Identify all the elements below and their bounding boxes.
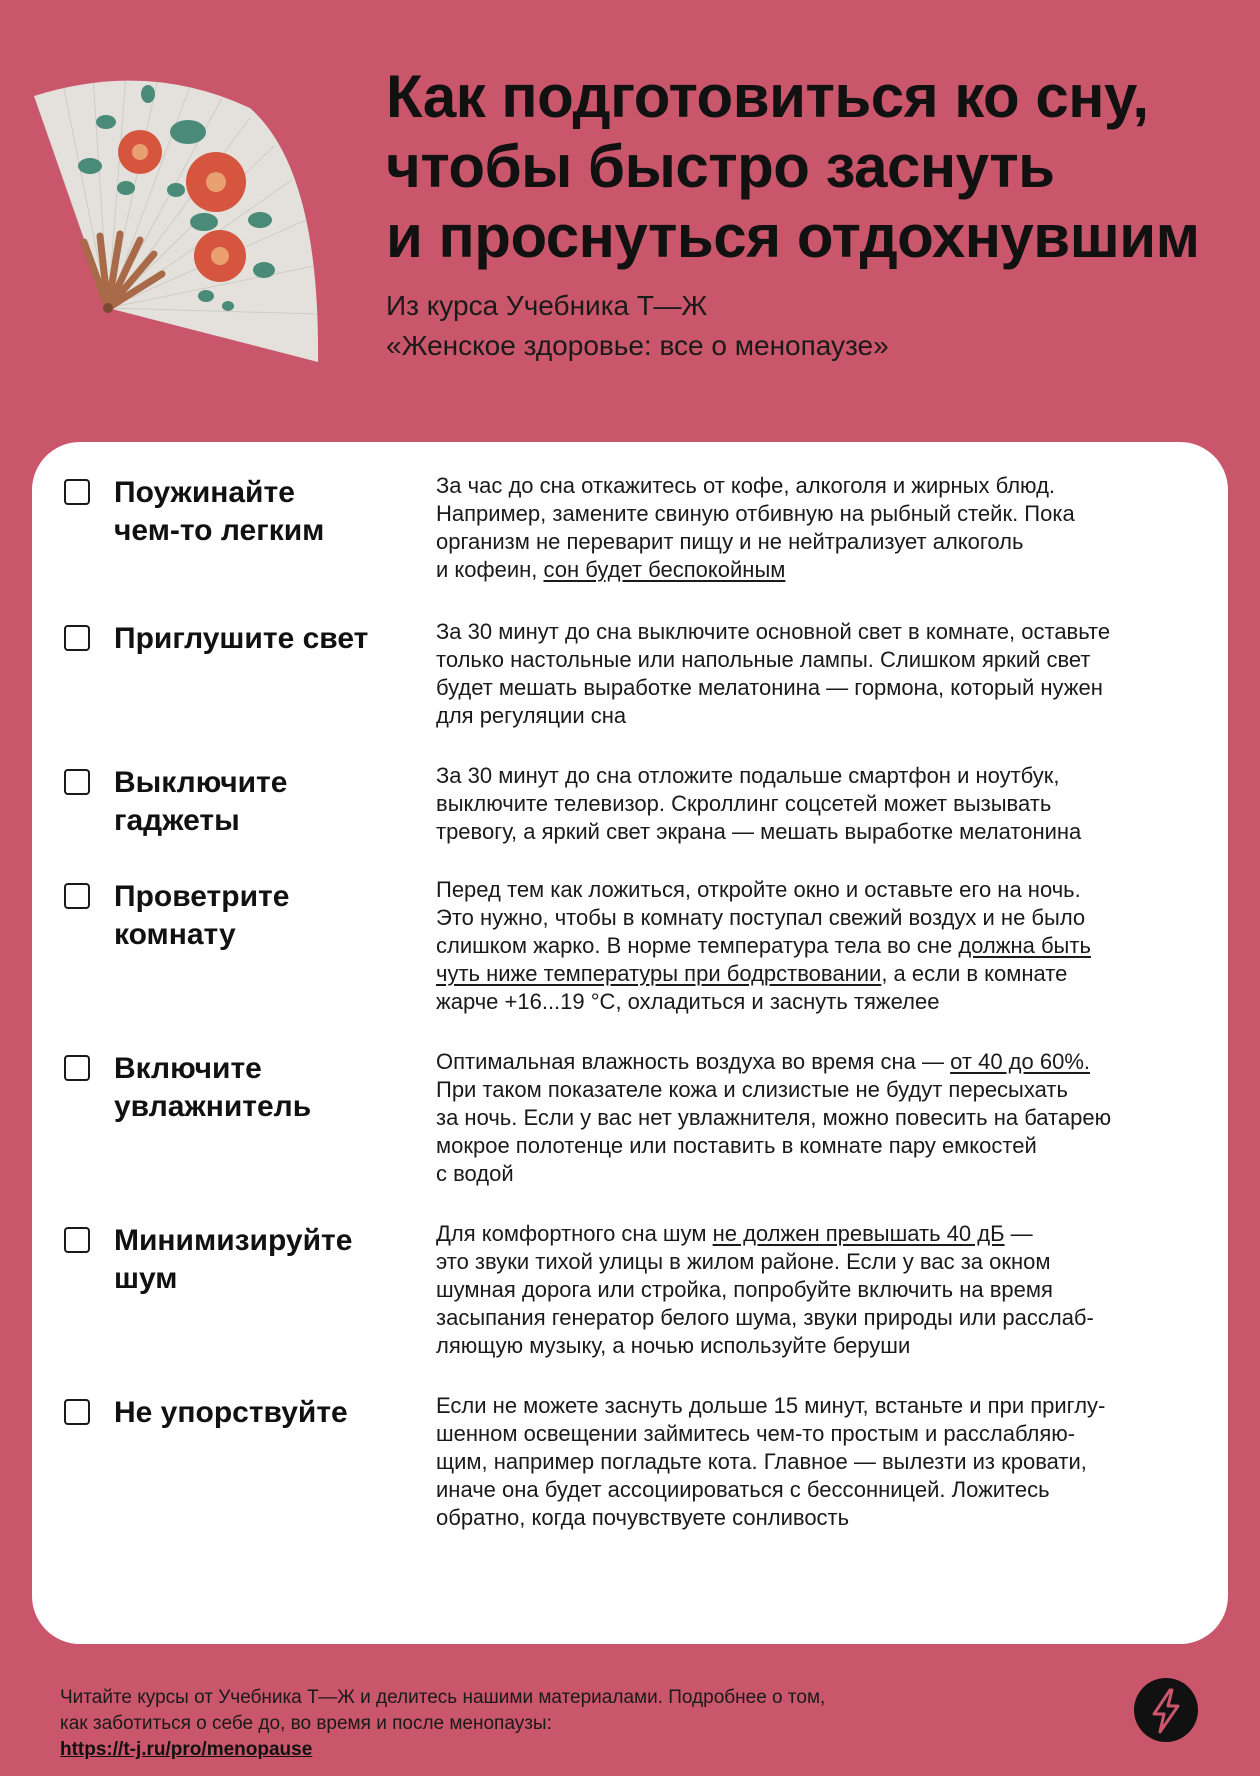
description-line bbox=[436, 1104, 1216, 1132]
description-text: Это нужно, чтобы в комнату поступал свежий воздух и не было bbox=[436, 905, 1086, 930]
footer-line-prefix: как заботиться о себе до, во время и после менопаузы: bbox=[60, 1713, 552, 1734]
description-text: Если не можете заснуть дольше 15 минут, встаньте и при приглу- bbox=[436, 1393, 1106, 1418]
description-text: слишком жарко. В норме температура тела во сне bbox=[436, 933, 959, 958]
description-line bbox=[436, 1476, 1216, 1504]
checklist-item-title-line: шум bbox=[114, 1262, 178, 1295]
course-link[interactable]: https://t-j.ru/pro/menopause bbox=[60, 1739, 313, 1760]
description-line bbox=[436, 1448, 1216, 1476]
description-line bbox=[436, 1160, 1216, 1188]
checklist-item-description bbox=[436, 762, 1216, 846]
checkbox[interactable] bbox=[64, 625, 90, 651]
description-line bbox=[436, 1304, 1216, 1332]
title-line: чтобы быстро заснуть bbox=[386, 133, 1055, 200]
header bbox=[386, 62, 1236, 366]
footer-line bbox=[60, 1711, 960, 1763]
description-text: за ночь. Если у вас нет увлажнителя, можно повесить на батарею bbox=[436, 1105, 1112, 1130]
source-link[interactable]: чуть ниже температуры при бодрствовании bbox=[436, 961, 882, 986]
checklist-item-title bbox=[114, 1050, 404, 1126]
description-line bbox=[436, 500, 1216, 528]
footer bbox=[60, 1685, 960, 1763]
description-line bbox=[436, 1332, 1216, 1360]
page-title bbox=[386, 62, 1236, 272]
description-line bbox=[436, 904, 1216, 932]
checklist-item-description bbox=[436, 1392, 1216, 1532]
description-line bbox=[436, 876, 1216, 904]
description-text: с водой bbox=[436, 1161, 514, 1186]
checklist-item-description bbox=[436, 472, 1216, 584]
description-text: только настольные или напольные лампы. Слишком яркий свет bbox=[436, 647, 1091, 672]
description-line bbox=[436, 762, 1216, 790]
description-text: обратно, когда почувствуете сонливость bbox=[436, 1505, 850, 1530]
description-text: щим, например погладьте кота. Главное — вылезти из кровати, bbox=[436, 1449, 1087, 1474]
checklist-item-title-line: Приглушите свет bbox=[114, 622, 369, 655]
description-text: иначе она будет ассоциироваться с бессонницей. Ложитесь bbox=[436, 1477, 1050, 1502]
description-line bbox=[436, 818, 1216, 846]
description-line bbox=[436, 1276, 1216, 1304]
description-line bbox=[436, 556, 1216, 584]
checkbox[interactable] bbox=[64, 769, 90, 795]
subtitle-line: «Женское здоровье: все о менопаузе» bbox=[386, 330, 889, 361]
description-text: шумная дорога или стройка, попробуйте включить на время bbox=[436, 1277, 1053, 1302]
checklist-item-title bbox=[114, 1394, 404, 1432]
description-text: мокрое полотенце или поставить в комнате пару емкостей bbox=[436, 1133, 1037, 1158]
checklist-item-title-line: комнату bbox=[114, 918, 236, 951]
checklist-item-description bbox=[436, 876, 1216, 1016]
description-line bbox=[436, 932, 1216, 960]
description-text: ляющую музыку, а ночью используйте беруши bbox=[436, 1333, 911, 1358]
checklist-item-description bbox=[436, 1220, 1216, 1360]
description-line bbox=[436, 1220, 1216, 1248]
checklist-item-title bbox=[114, 620, 404, 658]
description-text: это звуки тихой улицы в жилом районе. Если у вас за окном bbox=[436, 1249, 1051, 1274]
description-text: будет мешать выработке мелатонина — гормона, который нужен bbox=[436, 675, 1103, 700]
description-line bbox=[436, 1248, 1216, 1276]
description-text: тревогу, а яркий свет экрана — мешать выработке мелатонина bbox=[436, 819, 1082, 844]
description-text: шенном освещении займитесь чем-то простым и расслабляю- bbox=[436, 1421, 1076, 1446]
description-text: выключите телевизор. Скроллинг соцсетей может вызывать bbox=[436, 791, 1052, 816]
description-line bbox=[436, 1048, 1216, 1076]
description-text: За 30 минут до сна отложите подальше смартфон и ноутбук, bbox=[436, 763, 1060, 788]
description-text: жарче +16...19 °С, охладиться и заснуть тяжелее bbox=[436, 989, 940, 1014]
source-link[interactable]: от 40 до 60%. bbox=[950, 1049, 1091, 1074]
description-text: , а если в комнате bbox=[881, 961, 1068, 986]
description-text: для регуляции сна bbox=[436, 703, 627, 728]
checkbox[interactable] bbox=[64, 1055, 90, 1081]
description-line bbox=[436, 528, 1216, 556]
checklist-item-title-line: Включите bbox=[114, 1052, 262, 1085]
page-subtitle bbox=[386, 286, 1236, 366]
checkbox[interactable] bbox=[64, 479, 90, 505]
description-line bbox=[436, 702, 1216, 730]
checklist-item-description bbox=[436, 618, 1216, 730]
description-line bbox=[436, 646, 1216, 674]
description-line bbox=[436, 1076, 1216, 1104]
title-line: и проснуться отдохнувшим bbox=[386, 203, 1200, 270]
checklist-item-title bbox=[114, 878, 404, 954]
checklist-item-title bbox=[114, 764, 404, 840]
lightning-bolt-logo-icon bbox=[1134, 1678, 1198, 1742]
description-text: Например, замените свиную отбивную на рыбный стейк. Пока bbox=[436, 501, 1075, 526]
description-text: Для комфортного сна шум bbox=[436, 1221, 713, 1246]
description-line bbox=[436, 960, 1216, 988]
subtitle-line: Из курса Учебника Т—Ж bbox=[386, 290, 708, 321]
source-link[interactable]: сон будет беспокойным bbox=[543, 557, 786, 582]
checklist-item-title-line: Проветрите bbox=[114, 880, 290, 913]
description-line bbox=[436, 674, 1216, 702]
checklist-item-title-line: Поужинайте bbox=[114, 476, 295, 509]
checklist-item-title-line: Не упорствуйте bbox=[114, 1396, 348, 1429]
checklist-item-title-line: Выключите bbox=[114, 766, 288, 799]
checkbox[interactable] bbox=[64, 1399, 90, 1425]
checkbox[interactable] bbox=[64, 883, 90, 909]
description-line bbox=[436, 1392, 1216, 1420]
checklist-item-title bbox=[114, 1222, 404, 1298]
source-link[interactable]: не должен превышать 40 дБ bbox=[712, 1221, 1005, 1246]
description-text: организм не переварит пищу и не нейтрализует алкоголь bbox=[436, 529, 1024, 554]
fan-illustration bbox=[28, 70, 348, 370]
description-text: За 30 минут до сна выключите основной свет в комнате, оставьте bbox=[436, 619, 1111, 644]
checklist-item-description bbox=[436, 1048, 1216, 1188]
description-line bbox=[436, 1420, 1216, 1448]
title-line: Как подготовиться ко сну, bbox=[386, 63, 1149, 130]
description-text: Оптимальная влажность воздуха во время сна — bbox=[436, 1049, 951, 1074]
description-line bbox=[436, 1504, 1216, 1532]
checklist-item-title bbox=[114, 474, 404, 550]
checkbox[interactable] bbox=[64, 1227, 90, 1253]
description-text: При таком показателе кожа и слизистые не будут пересыхать bbox=[436, 1077, 1068, 1102]
source-link[interactable]: должна быть bbox=[958, 933, 1091, 958]
footer-line: Читайте курсы от Учебника Т—Ж и делитесь нашими материалами. Подробнее о том, bbox=[60, 1687, 826, 1708]
description-line bbox=[436, 472, 1216, 500]
checklist-item-title-line: гаджеты bbox=[114, 804, 240, 837]
description-text: и кофеин, bbox=[436, 557, 544, 582]
checklist-item-title-line: чем-то легким bbox=[114, 514, 325, 547]
description-text: Перед тем как ложиться, откройте окно и оставьте его на ночь. bbox=[436, 877, 1081, 902]
checklist-item-title-line: Минимизируйте bbox=[114, 1224, 353, 1257]
description-line bbox=[436, 790, 1216, 818]
description-line bbox=[436, 618, 1216, 646]
description-text: засыпания генератор белого шума, звуки природы или расслаб- bbox=[436, 1305, 1094, 1330]
description-text: За час до сна откажитесь от кофе, алкоголя и жирных блюд. bbox=[436, 473, 1056, 498]
description-line bbox=[436, 988, 1216, 1016]
description-text: — bbox=[1004, 1221, 1033, 1246]
description-line bbox=[436, 1132, 1216, 1160]
checklist-card bbox=[32, 442, 1228, 1644]
checklist-item-title-line: увлажнитель bbox=[114, 1090, 312, 1123]
